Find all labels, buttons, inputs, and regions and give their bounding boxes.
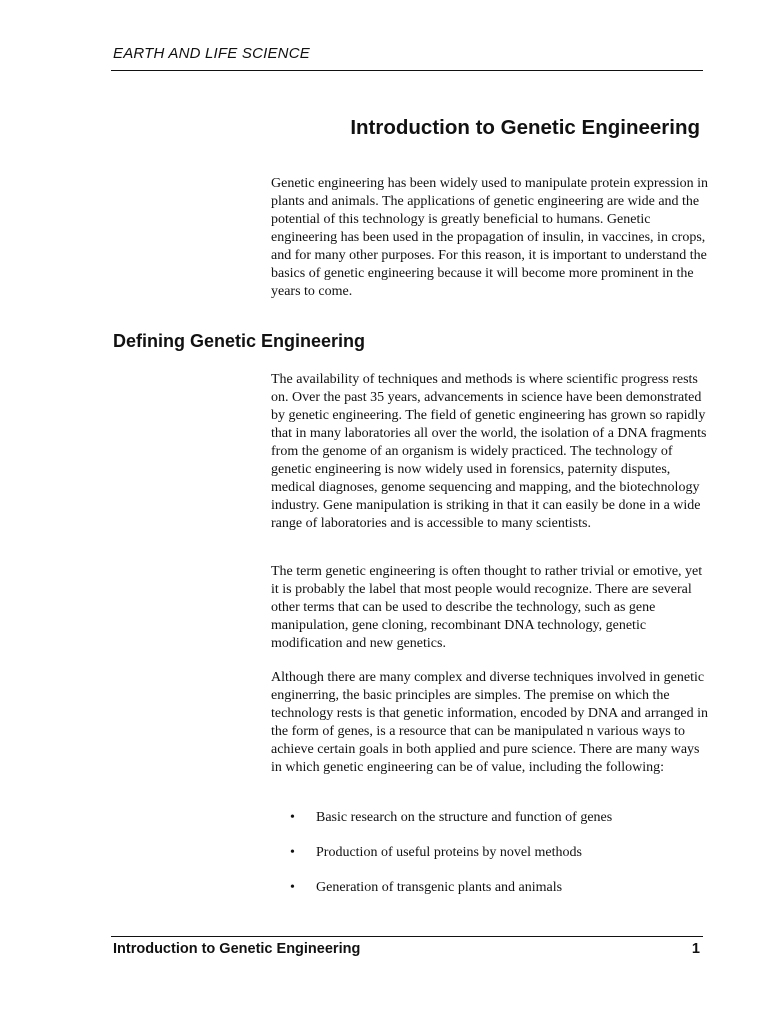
paragraph-text: The availability of techniques and methods is where scientific progress rests on. Over the past 35 years, advancements in science have been demonstrated by genetic engineering. The field of genetic engineering has grown so rapidly that in many laboratories all over the world, the isolation of a DNA fragments from the genome of an organism is widely practiced. The technology of genetic engineering is now widely used in forensics, paternity disputes, medical diagnoses, genome sequencing and mapping, and the biotechnology industry. Gene manipulation is striking in that it can easily be done in a wide range of laboratories and is accessible to many scientists. [271,372,707,531]
bullet-icon: • [290,880,295,895]
running-header: EARTH AND LIFE SCIENCE [113,45,310,62]
section-paragraph-3 [271,669,711,777]
footer-divider [111,936,703,937]
list-item-text: Generation of transgenic plants and animals [316,880,563,895]
page-title: Introduction to Genetic Engineering [350,116,700,139]
intro-paragraph [271,175,711,301]
bullet-icon: • [290,845,295,860]
section-paragraph-1 [271,371,711,533]
intro-paragraph-text: Genetic engineering has been widely used to manipulate protein expression in plants and animals. The applications of genetic engineering are wide and the potential of this technology is greatly beneficial to humans. Genetic engineering has been used in the propagation of insulin, in vaccines, in crops, and for many other purposes. For this reason, it is important to understand the basics of genetic engineering because it will become more prominent in the years to come. [271,176,708,299]
list-item [290,844,612,862]
list-item [290,809,612,827]
bullet-icon: • [290,810,295,825]
header-divider [111,70,703,71]
page-number: 1 [691,941,700,957]
section-heading: Defining Genetic Engineering [113,331,366,351]
section-paragraph-2 [271,563,711,653]
list-item-text: Production of useful proteins by novel methods [316,845,582,860]
list-item-text: Basic research on the structure and function of genes [316,810,613,825]
bullet-list [290,809,612,914]
footer-title: Introduction to Genetic Engineering [113,941,361,957]
paragraph-text: The term genetic engineering is often thought to rather trivial or emotive, yet it is probably the label that most people would recognize. There are several other terms that can be used to describe the technology, such as gene manipulation, gene cloning, recombinant DNA technology, genetic modification and new genetics. [271,564,703,651]
paragraph-text: Although there are many complex and diverse techniques involved in genetic enginerring, the basic principles are simples. The premise on which the technology rests is that genetic information, encoded by DNA and arranged in the form of genes, is a resource that can be manipulated n various ways to achieve certain goals in both applied and pure science. There are many ways in which genetic engineering can be of value, including the following: [271,670,708,775]
list-item [290,879,612,897]
